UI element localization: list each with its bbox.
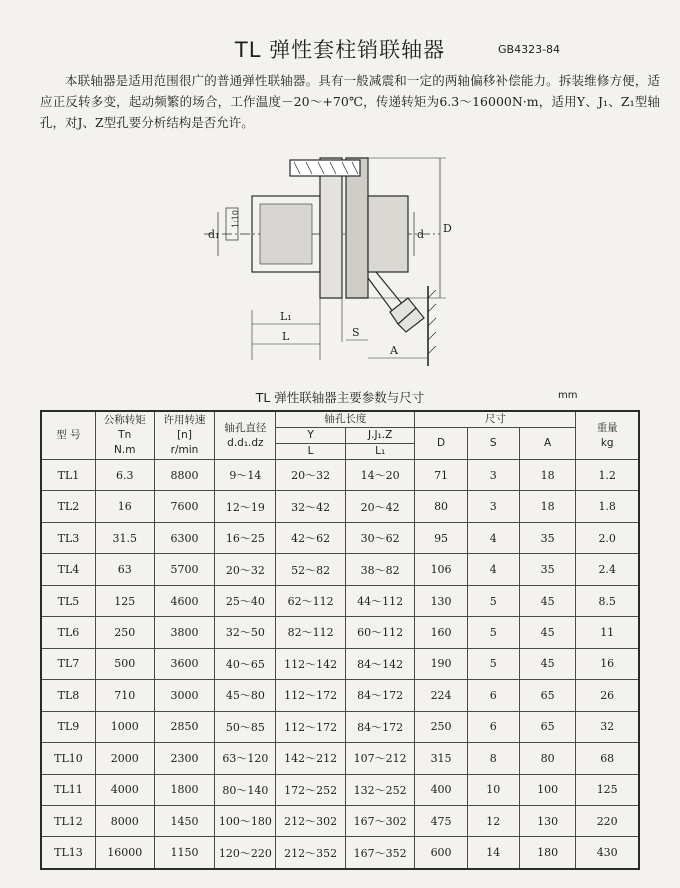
cell-tn: 4000 (95, 774, 154, 805)
cell-kg: 32 (576, 711, 639, 742)
cell-L: 212～302 (276, 805, 346, 836)
header-speed: 许用转速 [n] r/min (154, 411, 215, 460)
table-row (41, 774, 639, 805)
cell-L: 112～172 (276, 680, 346, 711)
header-y-type: Y (276, 428, 346, 444)
cell-L: 20～32 (276, 460, 346, 491)
cell-S: 6 (467, 680, 519, 711)
cell-tn: 31.5 (95, 522, 154, 553)
cell-L1: 107～212 (345, 743, 415, 774)
cell-model: TL6 (41, 617, 95, 648)
L1-label: L₁ (280, 310, 292, 323)
cell-L: 52～82 (276, 554, 346, 585)
cell-A: 18 (519, 460, 576, 491)
cell-S: 3 (467, 460, 519, 491)
cell-L1: 60～112 (345, 617, 415, 648)
cell-L1: 84～172 (345, 711, 415, 742)
cell-d: 45～80 (215, 680, 276, 711)
cell-L1: 84～172 (345, 680, 415, 711)
cell-n: 5700 (154, 554, 215, 585)
cell-D: 95 (415, 522, 467, 553)
cell-n: 2300 (154, 743, 215, 774)
cell-D: 80 (415, 491, 467, 522)
cell-tn: 6.3 (95, 460, 154, 491)
cell-n: 3600 (154, 648, 215, 679)
cell-d: 50～85 (215, 711, 276, 742)
cell-n: 1800 (154, 774, 215, 805)
cell-L1: 30～62 (345, 522, 415, 553)
table-row (41, 554, 639, 585)
header-S: S (467, 428, 519, 460)
cell-d: 12～19 (215, 491, 276, 522)
cell-A: 35 (519, 554, 576, 585)
cell-A: 65 (519, 680, 576, 711)
cell-d: 63～120 (215, 743, 276, 774)
header-L: L (276, 444, 346, 460)
coupling-drawing (190, 148, 490, 376)
cell-S: 6 (467, 711, 519, 742)
cell-D: 190 (415, 648, 467, 679)
cell-kg: 125 (576, 774, 639, 805)
cell-D: 224 (415, 680, 467, 711)
cell-tn: 16000 (95, 837, 154, 869)
cell-D: 160 (415, 617, 467, 648)
cell-kg: 430 (576, 837, 639, 869)
cell-model: TL8 (41, 680, 95, 711)
table-row (41, 585, 639, 616)
header-L1: L₁ (345, 444, 415, 460)
cell-d: 16～25 (215, 522, 276, 553)
cell-S: 3 (467, 491, 519, 522)
table-row (41, 522, 639, 553)
left-hub-bore (260, 204, 312, 264)
L-label: L (282, 330, 290, 343)
cell-d: 20～32 (215, 554, 276, 585)
cell-S: 4 (467, 554, 519, 585)
cell-model: TL9 (41, 711, 95, 742)
cell-L1: 14～20 (345, 460, 415, 491)
table-row (41, 617, 639, 648)
cell-A: 180 (519, 837, 576, 869)
right-hub (368, 196, 408, 272)
cell-n: 1150 (154, 837, 215, 869)
cell-L: 82～112 (276, 617, 346, 648)
cell-model: TL1 (41, 460, 95, 491)
cell-A: 45 (519, 617, 576, 648)
cell-kg: 16 (576, 648, 639, 679)
cell-n: 6300 (154, 522, 215, 553)
header-D: D (415, 428, 467, 460)
cell-L: 212～352 (276, 837, 346, 869)
cell-d: 9～14 (215, 460, 276, 491)
A-label: A (390, 344, 398, 357)
cell-model: TL7 (41, 648, 95, 679)
header-jz-type: J.J₁.Z (345, 428, 415, 444)
cell-tn: 16 (95, 491, 154, 522)
cell-kg: 8.5 (576, 585, 639, 616)
cell-L: 112～172 (276, 711, 346, 742)
cell-n: 1450 (154, 805, 215, 836)
taper-label: 1:10 (231, 210, 240, 228)
cell-d: 100～180 (215, 805, 276, 836)
cell-kg: 2.4 (576, 554, 639, 585)
cell-D: 106 (415, 554, 467, 585)
cell-L: 42～62 (276, 522, 346, 553)
cell-A: 65 (519, 711, 576, 742)
cell-tn: 250 (95, 617, 154, 648)
D-label: D (443, 222, 452, 235)
cell-d: 40～65 (215, 648, 276, 679)
cell-S: 10 (467, 774, 519, 805)
table-unit: mm (558, 390, 578, 401)
header-weight: 重量 kg (576, 411, 639, 460)
cell-S: 12 (467, 805, 519, 836)
cell-L: 62～112 (276, 585, 346, 616)
cell-S: 14 (467, 837, 519, 869)
table-caption: TL 弹性联轴器主要参数与尺寸 (255, 390, 425, 405)
cell-A: 80 (519, 743, 576, 774)
cell-d: 80～140 (215, 774, 276, 805)
table-row (41, 711, 639, 742)
cell-A: 18 (519, 491, 576, 522)
cell-kg: 68 (576, 743, 639, 774)
cell-n: 3000 (154, 680, 215, 711)
cell-tn: 500 (95, 648, 154, 679)
header-bore: 轴孔直径 d.d₁.dz (215, 411, 276, 460)
cell-tn: 125 (95, 585, 154, 616)
cell-kg: 11 (576, 617, 639, 648)
cell-model: TL13 (41, 837, 95, 869)
pin-bushing (290, 160, 360, 176)
parameter-table (40, 410, 640, 870)
cell-L1: 84～142 (345, 648, 415, 679)
d1-label: d₁ (208, 228, 220, 241)
cell-tn: 2000 (95, 743, 154, 774)
table-row (41, 460, 639, 491)
cell-L: 172～252 (276, 774, 346, 805)
title-text: TL 弹性套柱销联轴器 (234, 38, 446, 62)
cell-d: 25～40 (215, 585, 276, 616)
cell-D: 475 (415, 805, 467, 836)
cell-d: 32～50 (215, 617, 276, 648)
cell-A: 130 (519, 805, 576, 836)
table-row (41, 837, 639, 869)
cell-A: 100 (519, 774, 576, 805)
cell-A: 45 (519, 648, 576, 679)
intro-paragraph: 本联轴器是适用范围很广的普通弹性联轴器。具有一般减震和一定的两轴偏移补偿能力。拆装维修方便，适应正反转多变，起动频繁的场合，工作温度－20～+70℃，传递转矩为6.3～16000N·m，适用Y、J₁、Z₁型轴孔，对J、Z型孔要分析结构是否允许。 (40, 73, 660, 130)
right-flange (346, 158, 368, 298)
cell-S: 5 (467, 617, 519, 648)
cell-D: 250 (415, 711, 467, 742)
cell-S: 5 (467, 585, 519, 616)
standard-code: GB4323-84 (498, 43, 561, 56)
table-row (41, 743, 639, 774)
cell-n: 4600 (154, 585, 215, 616)
header-dims: 尺寸 (415, 411, 576, 428)
cell-n: 2850 (154, 711, 215, 742)
header-A: A (519, 428, 576, 460)
cell-L1: 167～352 (345, 837, 415, 869)
cell-model: TL10 (41, 743, 95, 774)
cell-kg: 1.2 (576, 460, 639, 491)
cell-model: TL4 (41, 554, 95, 585)
cell-n: 3800 (154, 617, 215, 648)
header-torque: 公称转矩 Tn N.m (95, 411, 154, 460)
cell-L1: 132～252 (345, 774, 415, 805)
cell-d: 120～220 (215, 837, 276, 869)
cell-n: 7600 (154, 491, 215, 522)
cell-D: 600 (415, 837, 467, 869)
cell-D: 130 (415, 585, 467, 616)
cell-kg: 1.8 (576, 491, 639, 522)
cell-L1: 167～302 (345, 805, 415, 836)
cell-kg: 26 (576, 680, 639, 711)
cell-L1: 38～82 (345, 554, 415, 585)
cell-model: TL12 (41, 805, 95, 836)
cell-A: 35 (519, 522, 576, 553)
cell-A: 45 (519, 585, 576, 616)
cell-tn: 63 (95, 554, 154, 585)
header-model: 型 号 (41, 411, 95, 460)
page-title (0, 34, 680, 64)
cell-S: 4 (467, 522, 519, 553)
cell-L: 112～142 (276, 648, 346, 679)
table-row (41, 491, 639, 522)
cell-n: 8800 (154, 460, 215, 491)
table-row (41, 680, 639, 711)
cell-model: TL5 (41, 585, 95, 616)
S-label: S (352, 326, 360, 339)
table-row (41, 648, 639, 679)
cell-model: TL3 (41, 522, 95, 553)
cell-S: 5 (467, 648, 519, 679)
table-row (41, 805, 639, 836)
cell-L: 32～42 (276, 491, 346, 522)
cell-L1: 44～112 (345, 585, 415, 616)
cell-kg: 220 (576, 805, 639, 836)
cell-D: 71 (415, 460, 467, 491)
cell-tn: 710 (95, 680, 154, 711)
cell-L1: 20～42 (345, 491, 415, 522)
left-flange (320, 158, 342, 298)
cell-tn: 8000 (95, 805, 154, 836)
cell-model: TL11 (41, 774, 95, 805)
cell-D: 400 (415, 774, 467, 805)
header-bore-length: 轴孔长度 (276, 411, 415, 428)
cell-model: TL2 (41, 491, 95, 522)
cell-L: 142～212 (276, 743, 346, 774)
cell-kg: 2.0 (576, 522, 639, 553)
cell-D: 315 (415, 743, 467, 774)
cell-tn: 1000 (95, 711, 154, 742)
cell-S: 8 (467, 743, 519, 774)
d-label: d (417, 228, 425, 241)
